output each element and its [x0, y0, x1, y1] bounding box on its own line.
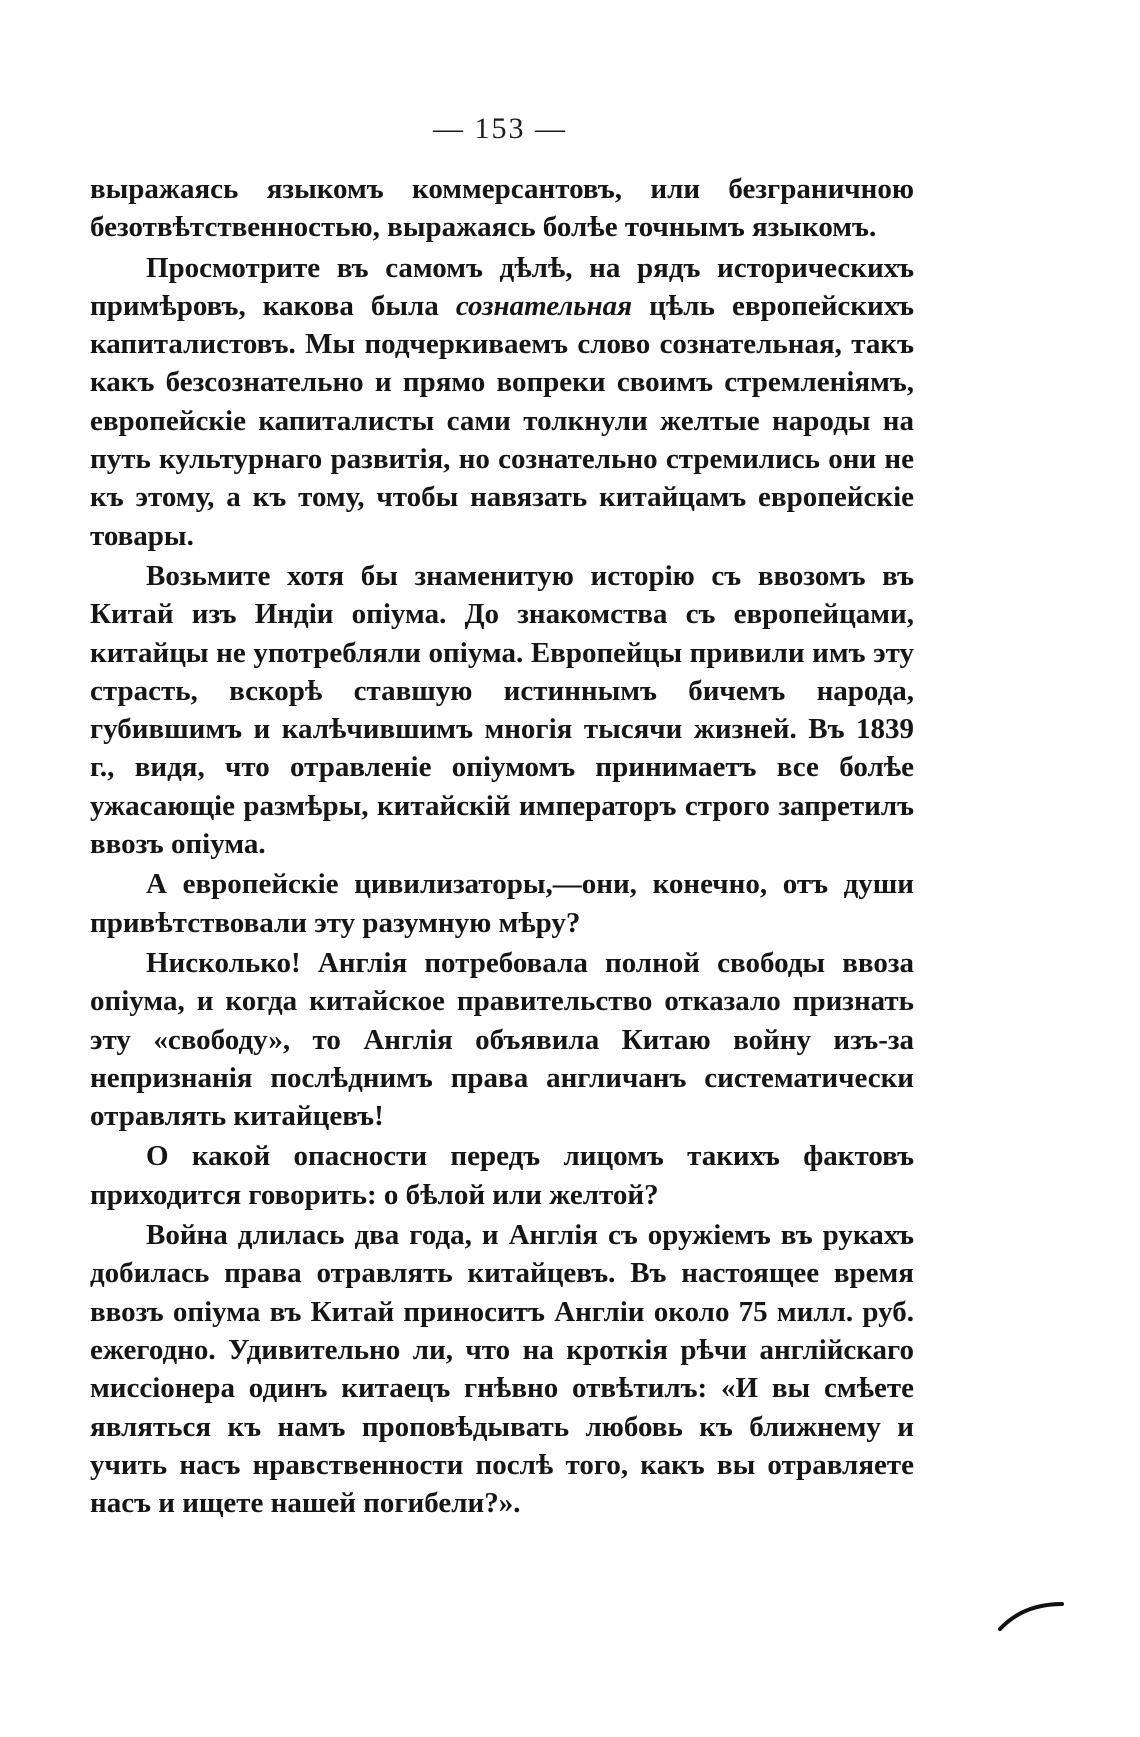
emphasized-word: сознательная	[455, 289, 633, 322]
paragraph-danger-question: О какой опасности передъ лицомъ такихъ фактовъ приходится говорить: о бѣлой или желтой?	[90, 1140, 914, 1211]
paragraph-opium-history: Возьмите хотя бы знаменитую исторію съ ввозомъ въ Китай изъ Индіи опіума. До знакомства съ европейцами, китайцы не употребляли опіума. Европейцы привили имъ эту страсть, вскорѣ ставшую истиннымъ бичемъ народа, губившимъ и калѣчившимъ многія тысячи жизней. Въ 1839 г., видя, что отравленіе опіумомъ принимаетъ все болѣе ужасающіе размѣры, китайскій императоръ строго запретилъ ввозъ опіума.	[90, 559, 914, 861]
paragraph-continuation: выражаясь языкомъ коммерсантовъ, или безграничною безотвѣтственностью, выражаясь болѣе точнымъ языкомъ.	[90, 173, 914, 244]
paragraph-text-end: цѣль европейскихъ капиталистовъ. Мы подчеркиваемъ слово сознательная, такъ какъ безсознательно и прямо вопреки своимъ стремленіямъ, европейскіе капиталисты сами толкнули желтые народы на путь культурнаго развитія, но сознательно стремились они не къ этому, а къ тому, чтобы навязать китайцамъ европейскіе товары.	[90, 289, 914, 552]
paragraph-capitalists	[90, 249, 914, 555]
paragraph-civilizers: А европейскіе цивилизаторы,—они, конечно, отъ души привѣтствовали эту разумную мѣру?	[90, 868, 914, 939]
pen-flourish-mark	[996, 1594, 1066, 1634]
paragraph-england-war: Нисколько! Англія потребовала полной свободы ввоза опіума, и когда китайское правительство отказало признать эту «свободу», то Англія объявила Китаю войну изъ-за непризнанія послѣднимъ права англичанъ систематически отравлять китайцевъ!	[90, 946, 914, 1133]
body-text	[90, 170, 914, 1522]
paragraph-war-result: Война длилась два года, и Англія съ оружіемъ въ рукахъ добилась права отравлять китайцевъ. Въ настоящее время ввозъ опіума въ Китай приноситъ Англіи около 75 милл. руб. ежегодно. Удивительно ли, что на кроткія рѣчи англійскаго миссіонера одинъ китаецъ гнѣвно отвѣтилъ: «И вы смѣете являться къ намъ проповѣдывать любовь къ ближнему и учить насъ нравственности послѣ того, какъ вы отравляете насъ и ищете нашей погибели?».	[90, 1219, 914, 1520]
page-number: — 153 —	[433, 112, 567, 145]
paragraph-text-start: Просмотрите въ самомъ дѣлѣ, на рядъ историческихъ примѣровъ, какова была	[90, 251, 914, 322]
